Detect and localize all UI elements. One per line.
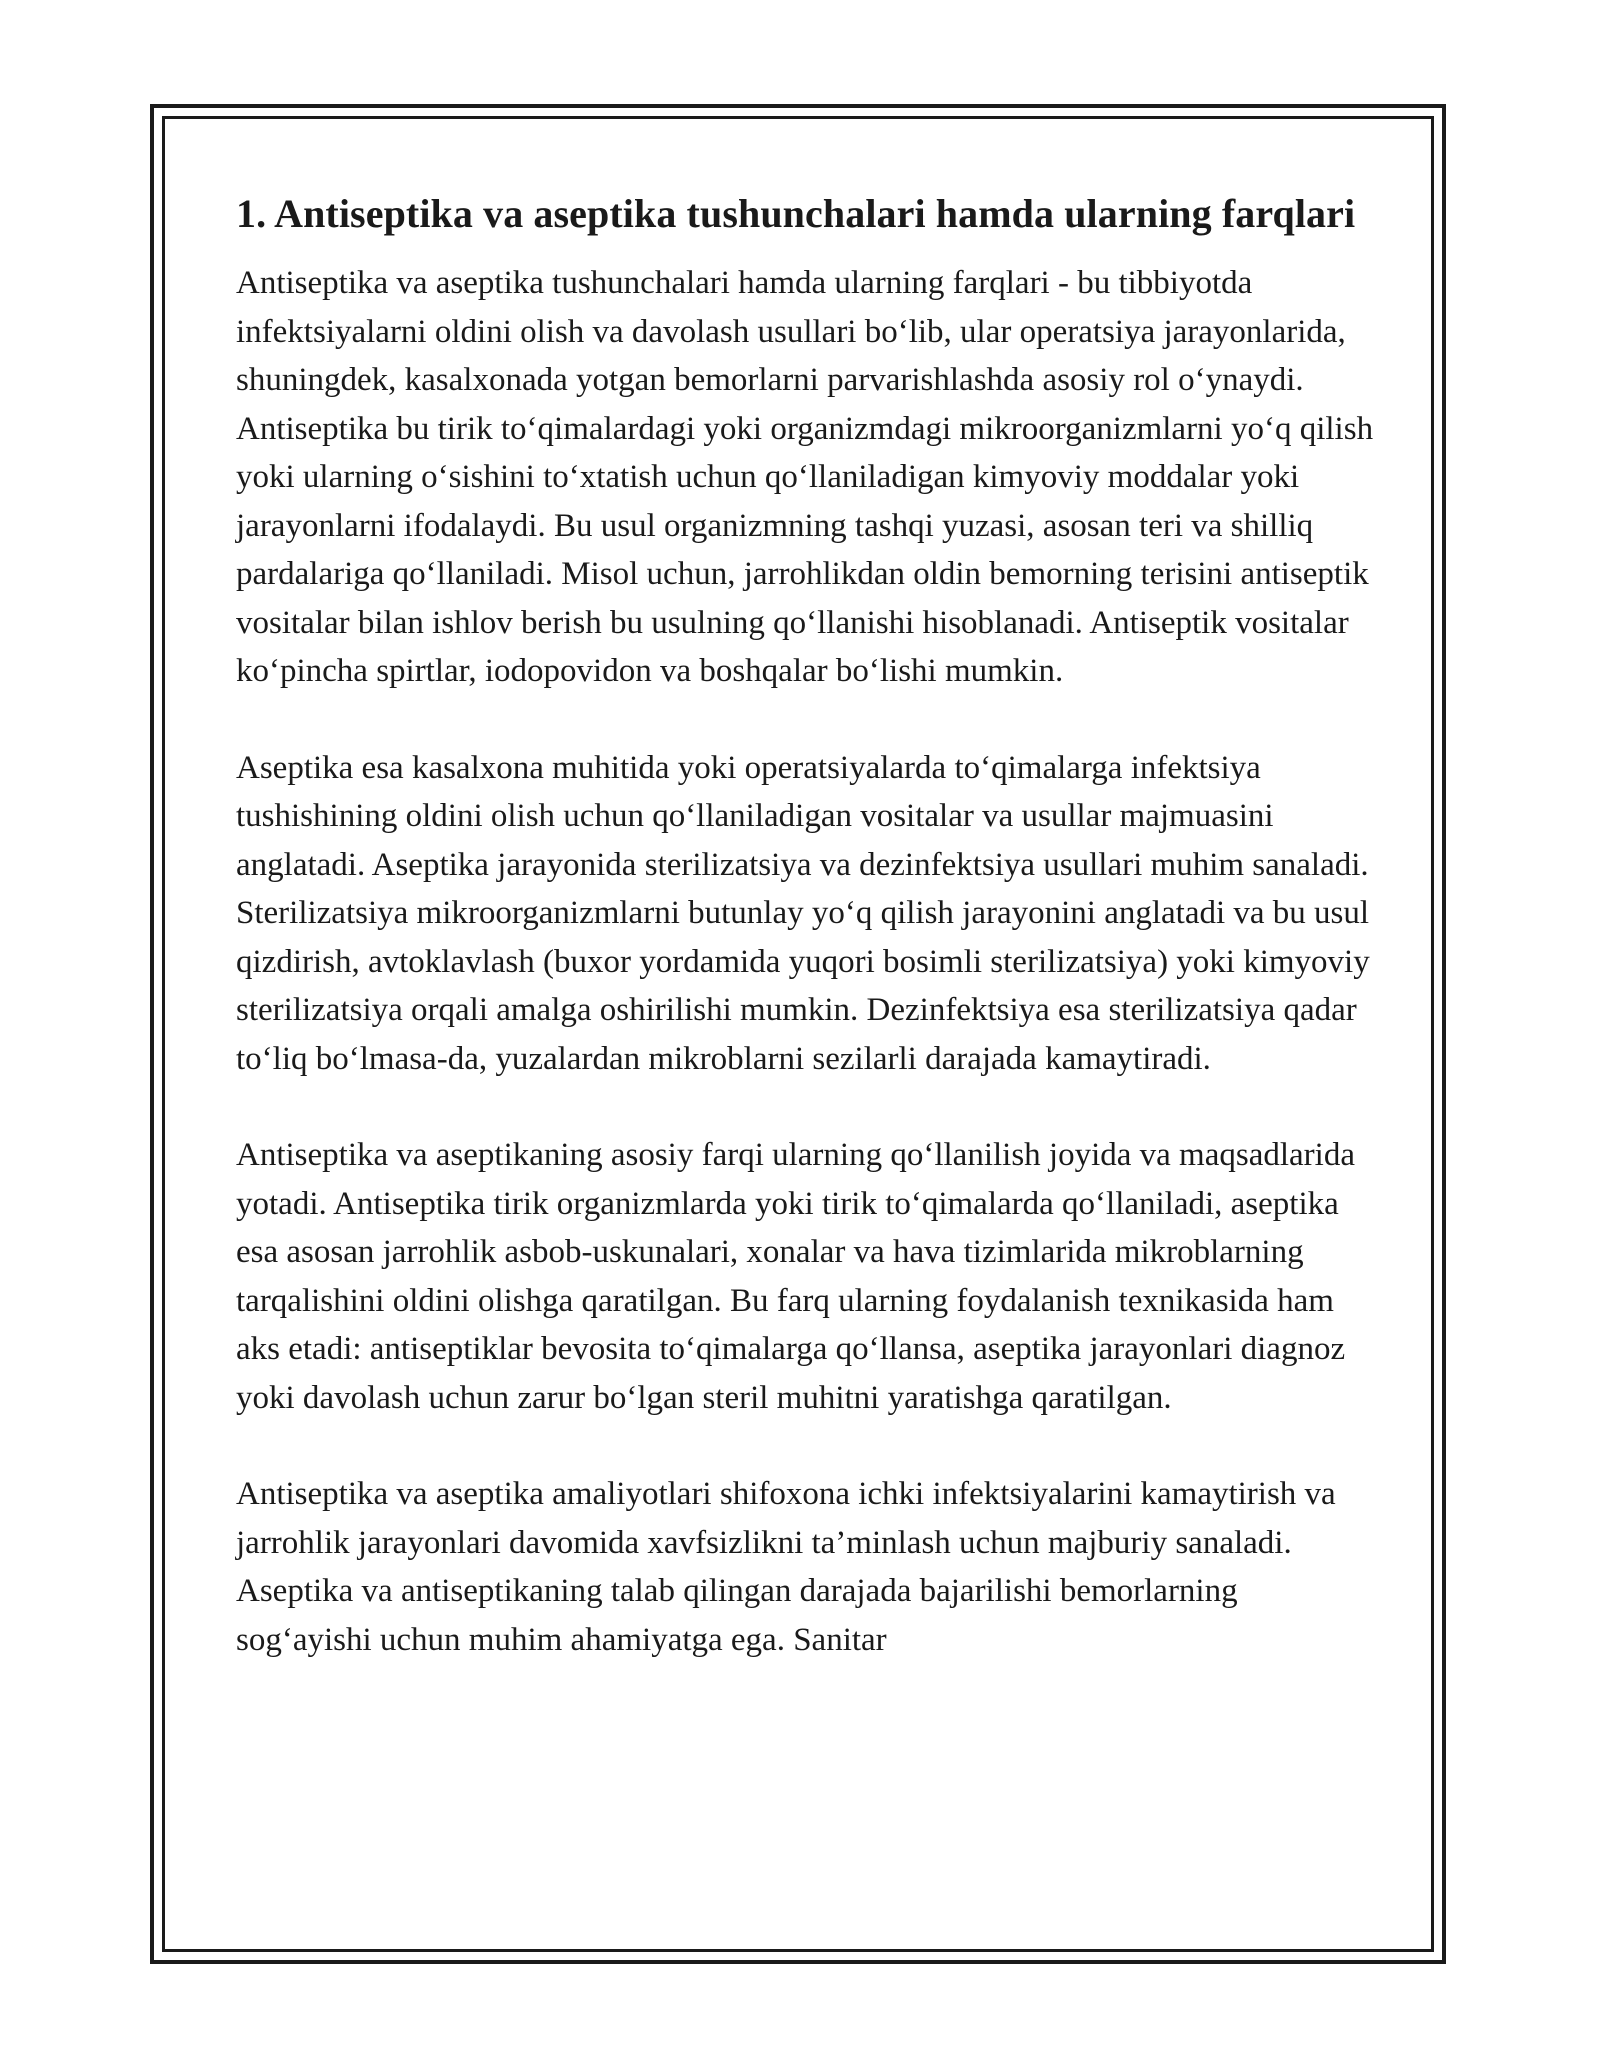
paragraph-2: Aseptika esa kasalxona muhitida yoki operatsiyalarda to‘qimalarga infektsiya tushishining oldini olish uchun qo‘llaniladigan vositalar va usullar majmuasini anglatadi. Aseptika jarayonida sterilizatsiya va dezinfektsiya usullari muhim sanaladi. Sterilizatsiya mikroorganizmlarni butunlay yo‘q qilish jarayonini anglatadi va bu usul qizdirish, avtoklavlash (buxor yordamida yuqori bosimli sterilizatsiya) yoki kimyoviy sterilizatsiya orqali amalga oshirilishi mumkin. Dezinfektsiya esa sterilizatsiya qadar to‘liq bo‘lmasa-da, yuzalardan mikroblarni sezilarli darajada kamaytiradi. xyxy=(236,749,1370,1077)
paragraph-3: Antiseptika va aseptikaning asosiy farqi ularning qo‘llanilish joyida va maqsadlarida yotadi. Antiseptika tirik organizmlarda yoki tirik to‘qimalarda qo‘llaniladi, aseptika esa asosan jarrohlik asbob-uskunalari, xonalar va hava tizimlarida mikroblarning tarqalishini oldini olishga qaratilgan. Bu farq ularning foydalanish texnikasida ham aks etadi: antiseptiklar bevosita to‘qimalarga qo‘llansa, aseptika jarayonlari diagnoz yoki davolash uchun zarur bo‘lgan steril muhitni yaratishga qaratilgan. xyxy=(236,1137,1355,1416)
section-heading: 1. Antiseptika va aseptika tushunchalari hamda ularning farqlari xyxy=(236,191,1356,236)
paragraph-1: Antiseptika va aseptika tushunchalari hamda ularning farqlari - bu tibbiyotda infektsiyalarni oldini olish va davolash usullari bo‘lib, ular operatsiya jarayonlarida, shuningdek, kasalxonada yotgan bemorlarni parvarishlashda asosiy rol o‘ynaydi. Antiseptika bu tirik to‘qimalardagi yoki organizmdagi mikroorganizmlarni yo‘q qilish yoki ularning o‘sishini to‘xtatish uchun qo‘llaniladigan kimyoviy moddalar yoki jarayonlarni ifodalaydi. Bu usul organizmning tashqi yuzasi, asosan teri va shilliq pardalariga qo‘llaniladi. Misol uchun, jarrohlikdan oldin bemorning terisini antiseptik vositalar bilan ishlov berish bu usulning qo‘llanishi hisoblanadi. Antiseptik vositalar ko‘pincha spirtlar, iodopovidon va boshqalar bo‘lishi mumkin. xyxy=(236,265,1374,689)
document-body xyxy=(236,186,1376,1664)
paragraph-4: Antiseptika va aseptika amaliyotlari shifoxona ichki infektsiyalarini kamaytirish va jarrohlik jarayonlari davomida xavfsizlikni ta’minlash uchun majburiy sanaladi. Aseptika va antiseptikaning talab qilingan darajada bajarilishi bemorlarning sog‘ayishi uchun muhim ahamiyatga ega. Sanitar xyxy=(236,1476,1336,1658)
